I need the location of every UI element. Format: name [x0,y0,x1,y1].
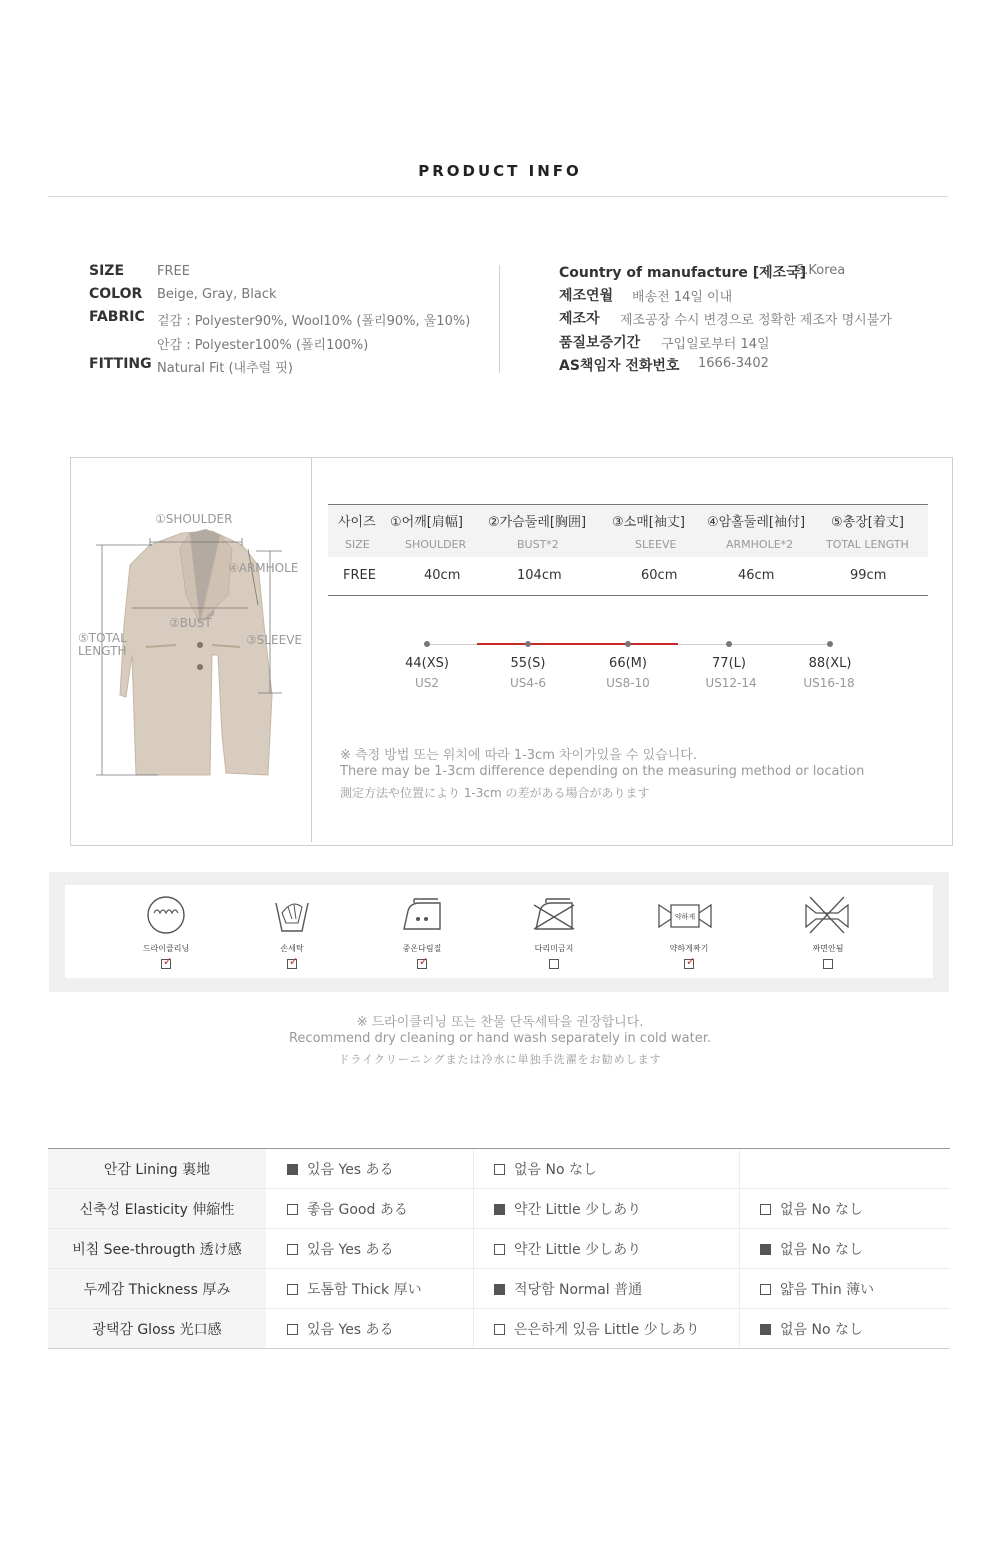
page-title: PRODUCT INFO [418,162,582,180]
care-check-hand-wash: ✓ [289,955,299,968]
size-table-head-armhole-en: ARMHOLE*2 [726,538,794,551]
size-table-shoulder-value: 40cm [424,568,461,583]
attribute-option-gloss-no [760,1319,863,1339]
size-scale-label-m: 66(M) [609,656,647,671]
option-text: 없음 No なし [780,1242,863,1258]
size-scale-label-xs: 44(XS) [405,656,449,671]
option-text: 약간 Little 少しあり [514,1242,642,1258]
attribute-row-rule [48,1228,950,1229]
size-table-top-rule [328,504,928,505]
attribute-label-lining: 안감 Lining 裏地 [103,1162,211,1178]
care-item-hand-wash [252,893,332,969]
info-divider [499,265,500,373]
attribute-option-thickness-thick [287,1279,422,1299]
size-table-head-total-en: TOTAL LENGTH [826,538,909,551]
option-text: 없음 No なし [780,1202,863,1218]
size-table-sleeve-value: 60cm [641,568,678,583]
option-text: 없음 No なし [514,1162,597,1178]
measure-note-kr: ※ 측정 방법 또는 위치에 따라 1-3cm 차이가있을 수 있습니다. [340,748,697,763]
care-check-no-iron [549,959,559,969]
care-item-no-iron [514,893,594,969]
care-note-jp: ドライクリーニングまたは冷水に単独手洗濯をお勧めします [338,1053,662,1066]
size-scale-dot-s [525,641,531,647]
coat-label-shoulder: ①SHOULDER [155,512,233,526]
option-check-off [494,1164,505,1175]
size-scale-dot-l [726,641,732,647]
no-wring-icon [802,893,852,937]
attribute-col-divider [739,1149,740,1348]
info-mfg-date-value: 배송전 14일 이내 [632,290,733,305]
option-text: 있음 Yes ある [307,1322,394,1338]
care-note-kr: ※ 드라이클리닝 또는 찬물 단독세탁을 권장합니다. [356,1015,644,1030]
attribute-option-thickness-normal [494,1279,642,1299]
size-scale-us-s: US4-6 [510,676,546,690]
size-table-head-sleeve-en: SLEEVE [635,538,677,551]
option-check-off [287,1244,298,1255]
info-mfg-date-label: 제조연월 [559,288,614,304]
option-check-on [760,1324,771,1335]
info-fitting-value: Natural Fit (내추럴 핏) [157,361,293,376]
attribute-option-see-through-little [494,1239,641,1259]
coat-label-total: ⑤TOTAL [78,631,127,645]
info-color-label: COLOR [89,286,143,302]
no-iron-icon [532,893,576,937]
size-scale-highlight [477,643,678,645]
size-table-head-size-en: SIZE [345,538,370,551]
care-note-en: Recommend dry cleaning or hand wash separately in cold water. [288,1031,711,1046]
attribute-label-elasticity: 신축성 Elasticity 伸縮性 [79,1202,235,1218]
size-scale-label-s: 55(S) [510,656,546,671]
attribute-row-rule [48,1308,950,1309]
care-label-no-iron: 다리미금지 [534,944,574,953]
size-table-head-armhole-kr: ④암홀둘레[袖付] [707,515,806,530]
attribute-label-gloss: 광택감 Gloss 光口感 [92,1322,222,1338]
attribute-option-gloss-yes [287,1319,394,1339]
option-text: 좋음 Good ある [307,1202,408,1218]
option-check-off [760,1284,771,1295]
info-lining-value: 안감 : Polyester100% (폴리100%) [157,338,369,353]
care-label-gentle-wring: 약하게짜기 [669,944,709,953]
hand-wash-icon [270,893,314,937]
attribute-option-see-through-no [760,1239,863,1259]
option-check-off [287,1284,298,1295]
attribute-option-see-through-yes [287,1239,394,1259]
care-label-hand-wash: 손세탁 [280,944,304,953]
care-label-no-wring: 짜면안됨 [812,944,844,953]
size-table-head-shoulder-kr: ①어깨[肩幅] [390,515,463,530]
size-scale-us-xs: US2 [414,676,440,690]
care-label-dry-clean: 드라이클리닝 [142,944,190,953]
size-guide-divider [311,457,312,842]
attribute-table-bottom-rule [48,1348,950,1349]
attribute-option-elasticity-good [287,1199,408,1219]
option-text: 없음 No なし [780,1322,863,1338]
care-item-dry-clean [126,893,206,969]
size-scale-label-l: 77(L) [712,656,746,671]
size-table-head-size-kr: 사이즈 [338,515,376,530]
option-check-off [287,1324,298,1335]
size-table-total-value: 99cm [850,568,887,583]
care-item-iron-medium [382,893,462,969]
option-check-on [287,1164,298,1175]
info-maker-value: 제조공장 수시 변경으로 정확한 제조자 명시불가 [620,313,892,328]
info-fabric-label: FABRIC [89,309,145,325]
attribute-option-thickness-thin [760,1279,874,1299]
attribute-option-elasticity-no [760,1199,863,1219]
option-text: 도톰함 Thick 厚い [307,1282,422,1298]
svg-text:약하게: 약하게 [674,913,696,921]
care-item-gentle-wring [649,893,729,969]
info-country-label: Country of manufacture [제조국] [559,265,807,281]
care-check-iron-medium: ✓ [419,955,429,968]
dry-clean-icon [144,893,188,937]
option-text: 있음 Yes ある [307,1242,394,1258]
iron-medium-icon [400,893,444,937]
gentle-wring-icon [655,893,715,937]
attribute-row-rule [48,1268,950,1269]
info-fitting-label: FITTING [89,356,152,372]
info-as-phone-label: AS책임자 전화번호 [559,358,680,374]
size-table-head-total-kr: ⑤총장[着丈] [831,515,904,530]
option-check-off [287,1204,298,1215]
care-item-no-wring [788,893,868,969]
option-text: 적당함 Normal 普通 [514,1282,643,1298]
info-size-value: FREE [157,264,190,279]
option-check-off [494,1324,505,1335]
attribute-option-lining-no [494,1159,597,1179]
size-table-head-shoulder-en: SHOULDER [405,538,467,551]
attribute-table-top-rule [48,1148,950,1149]
info-size-label: SIZE [89,263,125,279]
size-scale-us-m: US8-10 [606,676,650,690]
size-scale-label-xl: 88(XL) [808,656,852,671]
info-color-value: Beige, Gray, Black [157,287,277,302]
size-table-head-sleeve-kr: ③소매[袖丈] [612,515,685,530]
attribute-col-divider [473,1149,474,1348]
size-table-bust-value: 104cm [517,568,562,583]
care-check-dry-clean: ✓ [163,955,173,968]
info-country-value: S.Korea [796,263,846,278]
size-table-armhole-value: 46cm [738,568,775,583]
option-text: 있음 Yes ある [307,1162,394,1178]
size-table-bottom-rule [328,595,928,596]
size-scale-dot-m [625,641,631,647]
option-text: 은은하게 있음 Little 少しあり [514,1322,700,1338]
coat-label-bust: ②BUST [169,616,212,630]
size-table-size-value: FREE [343,568,376,583]
info-as-phone-value: 1666-3402 [698,356,769,371]
coat-label-armhole: ④ARMHOLE [228,561,299,575]
measure-note-en: There may be 1-3cm difference depending on the measuring method or location [340,764,865,779]
attribute-label-see-through: 비침 See-througth 透け感 [72,1242,242,1258]
care-check-no-wring [823,959,833,969]
title-divider [48,196,948,197]
attribute-option-gloss-little [494,1319,700,1339]
size-scale-dot-xl [827,641,833,647]
info-maker-label: 제조자 [559,311,600,327]
measure-note-jp: 測定方法や位置により 1-3cm の差がある場合があります [340,786,650,800]
size-scale-us-l: US12-14 [705,676,757,690]
option-text: 얇음 Thin 薄い [780,1282,875,1298]
care-label-iron-medium: 중온다림질 [402,944,442,953]
option-check-off [494,1244,505,1255]
info-warranty-label: 품질보증기간 [559,335,641,351]
option-check-on [494,1284,505,1295]
attribute-option-elasticity-little [494,1199,641,1219]
size-scale-dot-xs [424,641,430,647]
option-check-off [760,1204,771,1215]
size-table-head-bust-kr: ②가슴둘레[胸囲] [488,515,587,530]
attribute-row-rule [48,1188,950,1189]
size-table-head-bust-en: BUST*2 [517,538,559,551]
option-check-on [760,1244,771,1255]
care-check-gentle-wring: ✓ [686,955,696,968]
option-text: 약간 Little 少しあり [514,1202,642,1218]
info-fabric-value: 겉감 : Polyester90%, Wool10% (폴리90%, 울10%) [157,314,471,329]
size-scale-us-xl: US16-18 [803,676,855,690]
attribute-label-thickness: 두께감 Thickness 厚み [83,1282,231,1298]
coat-label-sleeve: ③SLEEVE [246,633,303,647]
coat-label-length: LENGTH [78,644,127,658]
attribute-option-lining-yes [287,1159,394,1179]
option-check-on [494,1204,505,1215]
info-warranty-value: 구입일로부터 14일 [661,337,770,352]
